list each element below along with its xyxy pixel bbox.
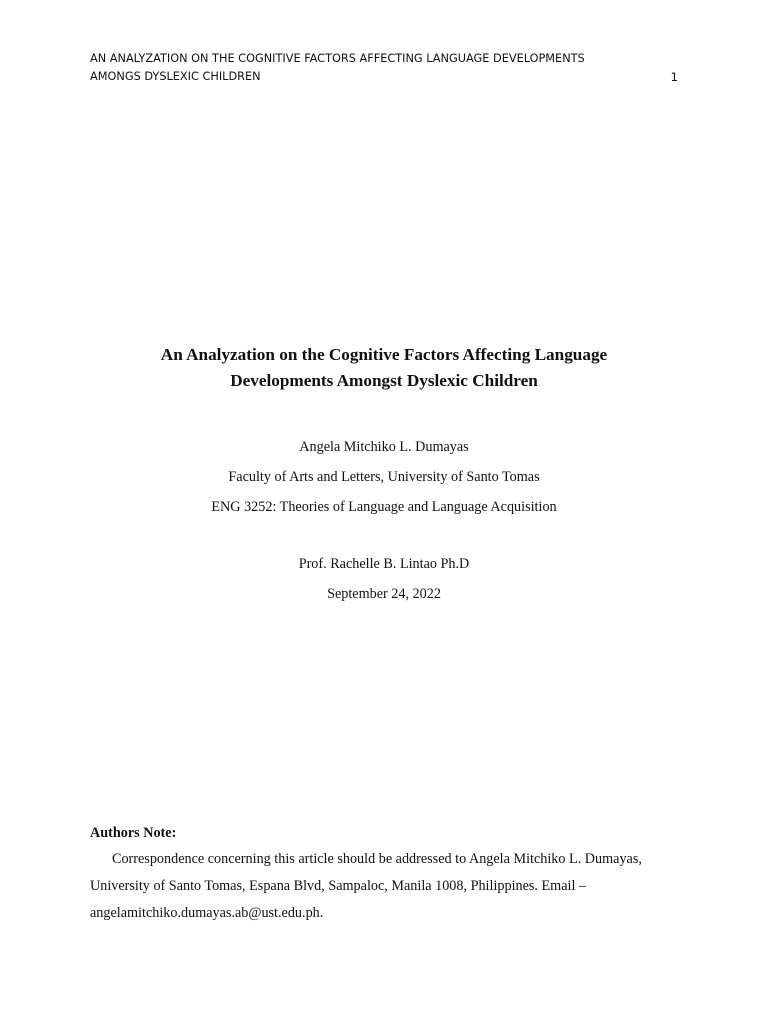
title-page-meta <box>90 432 678 609</box>
authors-note-line1: Correspondence concerning this article should be addressed to Angela Mitchiko L. Dumayas, <box>112 851 642 867</box>
submission-date: September 24, 2022 <box>327 586 441 602</box>
page-number: 1 <box>670 70 678 84</box>
running-head-line2: AMONGS DYSLEXIC CHILDREN <box>90 70 261 83</box>
authors-note-line3: angelamitchiko.dumayas.ab@ust.edu.ph. <box>90 905 324 921</box>
authors-note-line2: University of Santo Tomas, Espana Blvd, Sampaloc, Manila 1008, Philippines. Email – <box>90 878 587 894</box>
authors-note-heading: Authors Note: <box>90 825 177 841</box>
running-head <box>90 50 680 86</box>
paper-title <box>90 342 678 394</box>
authors-note-body <box>90 846 682 927</box>
course-name: ENG 3252: Theories of Language and Language Acquisition <box>211 499 557 515</box>
author-name: Angela Mitchiko L. Dumayas <box>299 439 469 455</box>
authors-note <box>90 820 682 927</box>
author-affiliation: Faculty of Arts and Letters, University of Santo Tomas <box>228 469 540 485</box>
paper-title-line1: An Analyzation on the Cognitive Factors Affecting Language <box>160 345 608 364</box>
instructor-name: Prof. Rachelle B. Lintao Ph.D <box>298 556 470 572</box>
running-head-line1: AN ANALYZATION ON THE COGNITIVE FACTORS AFFECTING LANGUAGE DEVELOPMENTS <box>90 52 585 65</box>
paper-title-line2: Developments Amongst Dyslexic Children <box>230 371 538 390</box>
meta-spacer <box>90 522 678 549</box>
